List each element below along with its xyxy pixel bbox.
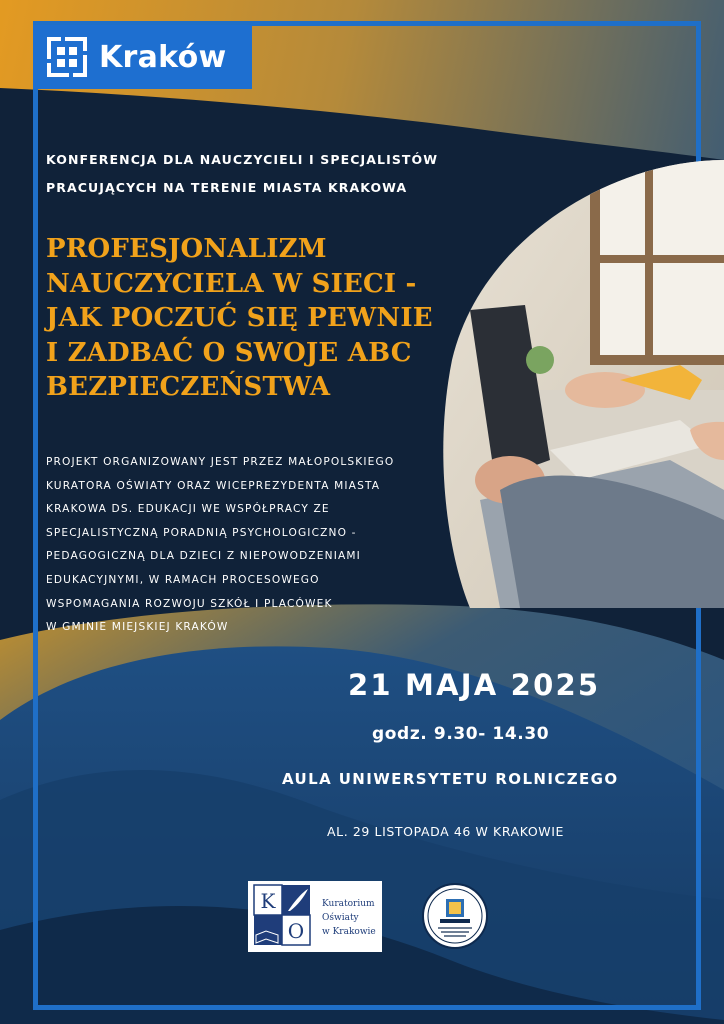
conference-subtitle: KONFERENCJA DLA NAUCZYCIELI I SPECJALISTÓW PRACUJĄCYCH NA TERENIE MIASTA KRAKOWA [46,152,439,195]
event-venue: AULA UNIWERSYTETU ROLNICZEGO [282,770,619,788]
project-description: PROJEKT ORGANIZOWANY JEST PRZEZ MAŁOPOLSKIEGO KURATORA OŚWIATY ORAZ WICEPREZYDENTA MIASTA KRAKOWA DS. EDUKACJI WE WSPÓŁPRACY ZE SPECJALISTYCZNĄ PORADNIĄ PSYCHOLOGICZNO - PEDAGOGICZNĄ DLA DZIECI Z NIEPOWODZENIAMI EDUKACYJNYMI, W RAMACH PROCESOWEGO WSPOMAGANIA ROZWOJU SZKÓŁ I PLACÓWEK W GMINIE MIEJSKIEJ KRAKÓW [46,456,395,634]
kuratorium-logo [248,881,382,952]
ko-letter-o: O [287,919,305,943]
ko-text-line1: Kuratorium [322,899,375,909]
counseling-center-badge [422,883,488,949]
event-address: AL. 29 LISTOPADA 46 W KRAKOWIE [327,824,565,839]
event-hours: godz. 9.30- 14.30 [372,724,550,744]
ko-text-line2: Oświaty [322,913,359,923]
krakow-logo-text: Kraków [99,39,227,75]
ko-letter-k: K [260,889,276,913]
laptop-photo [440,160,724,608]
krakow-logo [33,25,252,89]
conference-title: PROFESJONALIZM NAUCZYCIELA W SIECI - JAK POCZUĆ SIĘ PEWNIE I ZADBAĆ O SWOJE ABC BEZPIECZEŃSTWA [46,234,433,402]
event-date: 21 MAJA 2025 [348,668,601,702]
ko-text-line3: w Krakowie [322,927,376,937]
krakow-logo-icon [47,37,87,77]
